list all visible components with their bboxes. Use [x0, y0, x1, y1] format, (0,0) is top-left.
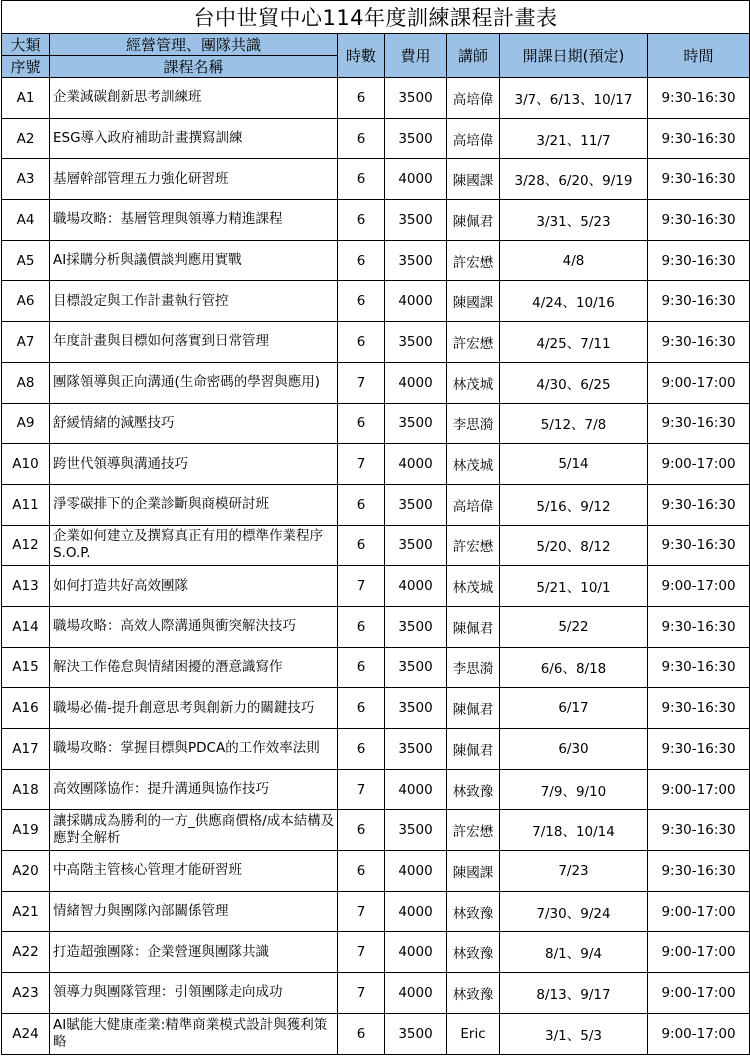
course-time: 9:00-17:00 [648, 444, 750, 485]
course-instructor: 林致豫 [447, 891, 500, 932]
course-time: 9:30-16:30 [648, 484, 750, 525]
course-dates: 7/23 [500, 851, 648, 892]
course-serial: A18 [2, 769, 50, 810]
course-serial: A11 [2, 484, 50, 525]
course-name: 舒緩情緒的減壓技巧 [50, 403, 338, 444]
course-instructor: 林茂城 [447, 362, 500, 403]
fee-header: 費用 [385, 34, 447, 78]
course-dates: 7/9、9/10 [500, 769, 648, 810]
course-fee: 3500 [385, 484, 447, 525]
course-fee: 4000 [385, 932, 447, 973]
course-dates: 4/25、7/11 [500, 322, 648, 363]
table-row [2, 484, 750, 525]
course-dates: 4/30、6/25 [500, 362, 648, 403]
table-row [2, 322, 750, 363]
course-name: 中高階主管核心管理才能研習班 [50, 851, 338, 892]
course-instructor: 許宏懋 [447, 240, 500, 281]
course-time: 9:30-16:30 [648, 240, 750, 281]
course-instructor: 李思漪 [447, 403, 500, 444]
course-fee: 4000 [385, 851, 447, 892]
course-fee: 3500 [385, 322, 447, 363]
course-name: 領導力與團隊管理：引領團隊走向成功 [50, 973, 338, 1014]
course-hours: 6 [338, 118, 385, 159]
course-name: 職場攻略：基層管理與領導力精進課程 [50, 200, 338, 241]
course-dates: 5/14 [500, 444, 648, 485]
course-hours: 6 [338, 1013, 385, 1054]
course-instructor: 陳國課 [447, 159, 500, 200]
course-fee: 3500 [385, 525, 447, 566]
course-hours: 6 [338, 78, 385, 119]
course-serial: A10 [2, 444, 50, 485]
table-row [2, 729, 750, 770]
table-row [2, 525, 750, 566]
course-fee: 3500 [385, 240, 447, 281]
course-fee: 4000 [385, 281, 447, 322]
course-name: AI賦能大健康產業:精準商業模式設計與獲利策略 [50, 1013, 338, 1054]
course-fee: 4000 [385, 444, 447, 485]
course-time: 9:30-16:30 [648, 851, 750, 892]
serial-header: 序號 [2, 56, 50, 78]
course-time: 9:30-16:30 [648, 647, 750, 688]
course-fee: 3500 [385, 403, 447, 444]
course-hours: 7 [338, 932, 385, 973]
course-instructor: 高培偉 [447, 118, 500, 159]
course-dates: 6/6、8/18 [500, 647, 648, 688]
course-hours: 6 [338, 200, 385, 241]
course-instructor: 林茂城 [447, 444, 500, 485]
course-name: 高效團隊協作：提升溝通與協作技巧 [50, 769, 338, 810]
course-time: 9:30-16:30 [648, 78, 750, 119]
course-name: 團隊領導與正向溝通(生命密碼的學習與應用) [50, 362, 338, 403]
course-name: 企業如何建立及撰寫真正有用的標準作業程序S.O.P. [50, 525, 338, 566]
course-dates: 7/18、10/14 [500, 810, 648, 851]
course-fee: 4000 [385, 159, 447, 200]
course-time: 9:30-16:30 [648, 159, 750, 200]
course-serial: A7 [2, 322, 50, 363]
course-name: 如何打造共好高效團隊 [50, 566, 338, 607]
table-row [2, 200, 750, 241]
course-instructor: 陳佩君 [447, 606, 500, 647]
course-plan-table [1, 0, 750, 1055]
course-instructor: 陳佩君 [447, 200, 500, 241]
course-dates: 5/16、9/12 [500, 484, 648, 525]
course-dates: 5/12、7/8 [500, 403, 648, 444]
course-instructor: 李思漪 [447, 647, 500, 688]
course-name: 職場必備-提升創意思考與創新力的關鍵技巧 [50, 688, 338, 729]
course-serial: A19 [2, 810, 50, 851]
course-hours: 6 [338, 688, 385, 729]
course-name: 情緒智力與團隊內部關係管理 [50, 891, 338, 932]
course-dates: 3/21、11/7 [500, 118, 648, 159]
table-row [2, 851, 750, 892]
course-time: 9:00-17:00 [648, 932, 750, 973]
table-row [2, 240, 750, 281]
course-serial: A2 [2, 118, 50, 159]
table-row [2, 118, 750, 159]
course-name: 年度計畫與目標如何落實到日常管理 [50, 322, 338, 363]
course-time: 9:00-17:00 [648, 891, 750, 932]
course-serial: A4 [2, 200, 50, 241]
course-hours: 7 [338, 566, 385, 607]
course-serial: A9 [2, 403, 50, 444]
course-instructor: 許宏懋 [447, 525, 500, 566]
table-row [2, 606, 750, 647]
course-hours: 6 [338, 159, 385, 200]
course-time: 9:30-16:30 [648, 118, 750, 159]
course-dates: 5/22 [500, 606, 648, 647]
course-instructor: 林致豫 [447, 973, 500, 1014]
course-fee: 3500 [385, 606, 447, 647]
course-hours: 6 [338, 851, 385, 892]
course-time: 9:30-16:30 [648, 810, 750, 851]
course-name: 讓採購成為勝利的一方_供應商價格/成本結構及應對全解析 [50, 810, 338, 851]
table-row [2, 688, 750, 729]
course-fee: 3500 [385, 200, 447, 241]
course-instructor: 高培偉 [447, 78, 500, 119]
course-name-header: 課程名稱 [50, 56, 338, 78]
course-name: 職場攻略：掌握目標與PDCA的工作效率法則 [50, 729, 338, 770]
course-dates: 7/30、9/24 [500, 891, 648, 932]
course-serial: A15 [2, 647, 50, 688]
course-serial: A14 [2, 606, 50, 647]
table-row [2, 647, 750, 688]
course-name: 打造超強團隊：企業營運與團隊共識 [50, 932, 338, 973]
table-row [2, 810, 750, 851]
course-serial: A8 [2, 362, 50, 403]
course-dates: 6/17 [500, 688, 648, 729]
course-instructor: 林致豫 [447, 769, 500, 810]
course-serial: A22 [2, 932, 50, 973]
course-instructor: 許宏懋 [447, 810, 500, 851]
course-fee: 3500 [385, 647, 447, 688]
course-name: 職場攻略：高效人際溝通與衝突解決技巧 [50, 606, 338, 647]
course-fee: 3500 [385, 810, 447, 851]
course-dates: 3/28、6/20、9/19 [500, 159, 648, 200]
course-hours: 6 [338, 525, 385, 566]
course-serial: A3 [2, 159, 50, 200]
course-name: 目標設定與工作計畫執行管控 [50, 281, 338, 322]
course-time: 9:00-17:00 [648, 362, 750, 403]
table-row [2, 973, 750, 1014]
course-serial: A13 [2, 566, 50, 607]
course-fee: 3500 [385, 1013, 447, 1054]
course-serial: A21 [2, 891, 50, 932]
course-hours: 7 [338, 769, 385, 810]
course-name: 跨世代領導與溝通技巧 [50, 444, 338, 485]
hours-header: 時數 [338, 34, 385, 78]
course-time: 9:30-16:30 [648, 525, 750, 566]
page-title: 台中世貿中心114年度訓練課程計畫表 [2, 1, 750, 34]
table-row [2, 78, 750, 119]
course-serial: A23 [2, 973, 50, 1014]
course-time: 9:30-16:30 [648, 322, 750, 363]
course-fee: 3500 [385, 688, 447, 729]
course-fee: 4000 [385, 362, 447, 403]
course-time: 9:30-16:30 [648, 688, 750, 729]
course-list [2, 78, 750, 1055]
table-row [2, 891, 750, 932]
course-instructor: 陳國課 [447, 851, 500, 892]
table-row [2, 444, 750, 485]
table-row [2, 362, 750, 403]
course-name: 解決工作倦怠與情緒困擾的潛意識寫作 [50, 647, 338, 688]
course-time: 9:30-16:30 [648, 200, 750, 241]
course-fee: 3500 [385, 118, 447, 159]
course-time: 9:30-16:30 [648, 606, 750, 647]
course-dates: 6/30 [500, 729, 648, 770]
course-instructor: 許宏懋 [447, 322, 500, 363]
table-row [2, 281, 750, 322]
course-dates: 3/7、6/13、10/17 [500, 78, 648, 119]
course-dates: 8/1、9/4 [500, 932, 648, 973]
course-instructor: 高培偉 [447, 484, 500, 525]
course-hours: 6 [338, 606, 385, 647]
course-name: 基層幹部管理五力強化研習班 [50, 159, 338, 200]
course-instructor: 陳佩君 [447, 729, 500, 770]
course-serial: A5 [2, 240, 50, 281]
course-dates: 5/21、10/1 [500, 566, 648, 607]
course-fee: 4000 [385, 566, 447, 607]
course-time: 9:00-17:00 [648, 1013, 750, 1054]
course-dates: 3/1、5/3 [500, 1013, 648, 1054]
course-hours: 7 [338, 973, 385, 1014]
course-serial: A17 [2, 729, 50, 770]
course-time: 9:00-17:00 [648, 769, 750, 810]
course-hours: 6 [338, 240, 385, 281]
course-hours: 6 [338, 403, 385, 444]
course-name: 淨零碳排下的企業診斷與商模研討班 [50, 484, 338, 525]
course-serial: A24 [2, 1013, 50, 1054]
course-serial: A12 [2, 525, 50, 566]
course-hours: 6 [338, 484, 385, 525]
course-hours: 6 [338, 322, 385, 363]
course-instructor: 陳國課 [447, 281, 500, 322]
dates-header: 開課日期(預定) [500, 34, 648, 78]
course-serial: A20 [2, 851, 50, 892]
course-time: 9:00-17:00 [648, 566, 750, 607]
category-label: 大類 [2, 34, 50, 56]
table-row [2, 932, 750, 973]
course-hours: 6 [338, 810, 385, 851]
course-dates: 4/24、10/16 [500, 281, 648, 322]
instructor-header: 講師 [447, 34, 500, 78]
course-instructor: 林致豫 [447, 932, 500, 973]
course-dates: 3/31、5/23 [500, 200, 648, 241]
time-header: 時間 [648, 34, 750, 78]
course-dates: 8/13、9/17 [500, 973, 648, 1014]
course-fee: 4000 [385, 973, 447, 1014]
table-row [2, 769, 750, 810]
course-hours: 6 [338, 281, 385, 322]
table-row [2, 566, 750, 607]
course-fee: 3500 [385, 729, 447, 770]
course-serial: A16 [2, 688, 50, 729]
course-fee: 4000 [385, 769, 447, 810]
course-name: 企業減碳創新思考訓練班 [50, 78, 338, 119]
course-instructor: Eric [447, 1013, 500, 1054]
course-time: 9:30-16:30 [648, 403, 750, 444]
course-instructor: 林茂城 [447, 566, 500, 607]
course-time: 9:30-16:30 [648, 729, 750, 770]
course-serial: A6 [2, 281, 50, 322]
course-hours: 6 [338, 729, 385, 770]
course-hours: 7 [338, 362, 385, 403]
category-value: 經營管理、團隊共識 [50, 34, 338, 56]
table-row [2, 159, 750, 200]
course-hours: 7 [338, 444, 385, 485]
table-row [2, 1013, 750, 1054]
course-instructor: 陳佩君 [447, 688, 500, 729]
course-name: AI採購分析與議價談判應用實戰 [50, 240, 338, 281]
course-fee: 4000 [385, 891, 447, 932]
course-dates: 4/8 [500, 240, 648, 281]
course-fee: 3500 [385, 78, 447, 119]
course-time: 9:30-16:30 [648, 281, 750, 322]
course-serial: A1 [2, 78, 50, 119]
table-row [2, 403, 750, 444]
course-time: 9:00-17:00 [648, 973, 750, 1014]
course-hours: 6 [338, 647, 385, 688]
course-hours: 7 [338, 891, 385, 932]
course-dates: 5/20、8/12 [500, 525, 648, 566]
course-name: ESG導入政府補助計畫撰寫訓練 [50, 118, 338, 159]
